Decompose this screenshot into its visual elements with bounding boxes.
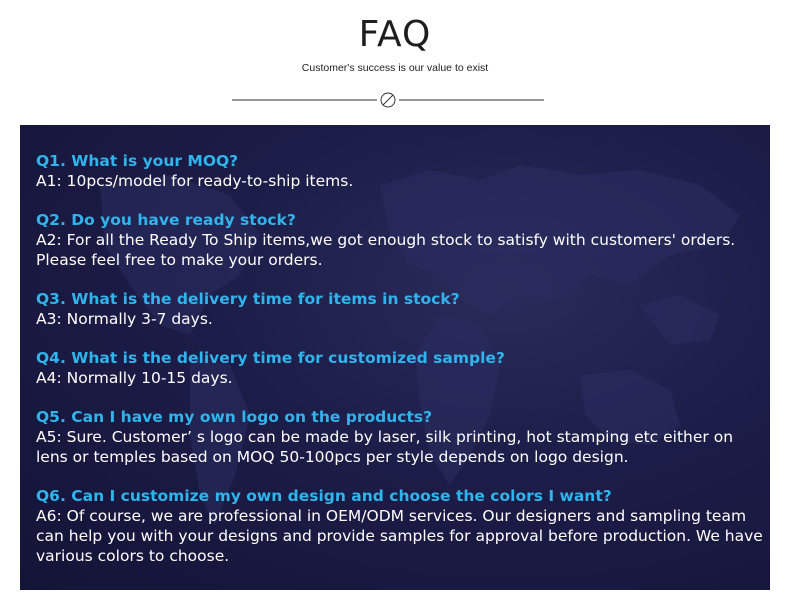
faq-list bbox=[36, 151, 764, 585]
faq-panel bbox=[20, 125, 770, 590]
faq-question: Q1. What is your MOQ? bbox=[36, 152, 239, 170]
faq-item bbox=[36, 486, 764, 566]
page-title: FAQ bbox=[358, 14, 432, 55]
faq-answer: A6: Of course, we are professional in OEM/ODM services. Our designers and sampling team can help you with your designs and provide samples for approval before production. We have various colors to choose. bbox=[36, 507, 763, 565]
faq-answer: A4: Normally 10-15 days. bbox=[36, 369, 233, 387]
faq-item bbox=[36, 289, 764, 329]
faq-question: Q6. Can I customize my own design and choose the colors I want? bbox=[36, 487, 612, 505]
faq-answer: A2: For all the Ready To Ship items,we got enough stock to satisfy with customers' orders. Please feel free to make your orders. bbox=[36, 231, 736, 269]
faq-answer: A3: Normally 3-7 days. bbox=[36, 310, 213, 328]
faq-answer: A5: Sure. Customer’ s logo can be made by laser, silk printing, hot stamping etc either on lens or temples based on MOQ 50-100pcs per style depends on logo design. bbox=[36, 428, 734, 466]
faq-item bbox=[36, 151, 764, 191]
faq-header bbox=[0, 0, 790, 125]
page-subtitle: Customer's success is our value to exist bbox=[301, 62, 489, 74]
faq-question: Q5. Can I have my own logo on the products? bbox=[36, 408, 433, 426]
diagonal-slash-circle-icon bbox=[232, 90, 544, 110]
faq-item bbox=[36, 348, 764, 388]
faq-item bbox=[36, 407, 764, 467]
faq-answer: A1: 10pcs/model for ready-to-ship items. bbox=[36, 172, 354, 190]
faq-question: Q4. What is the delivery time for customized sample? bbox=[36, 349, 505, 367]
faq-item bbox=[36, 210, 764, 270]
faq-question: Q2. Do you have ready stock? bbox=[36, 211, 296, 229]
faq-question: Q3. What is the delivery time for items in stock? bbox=[36, 290, 460, 308]
